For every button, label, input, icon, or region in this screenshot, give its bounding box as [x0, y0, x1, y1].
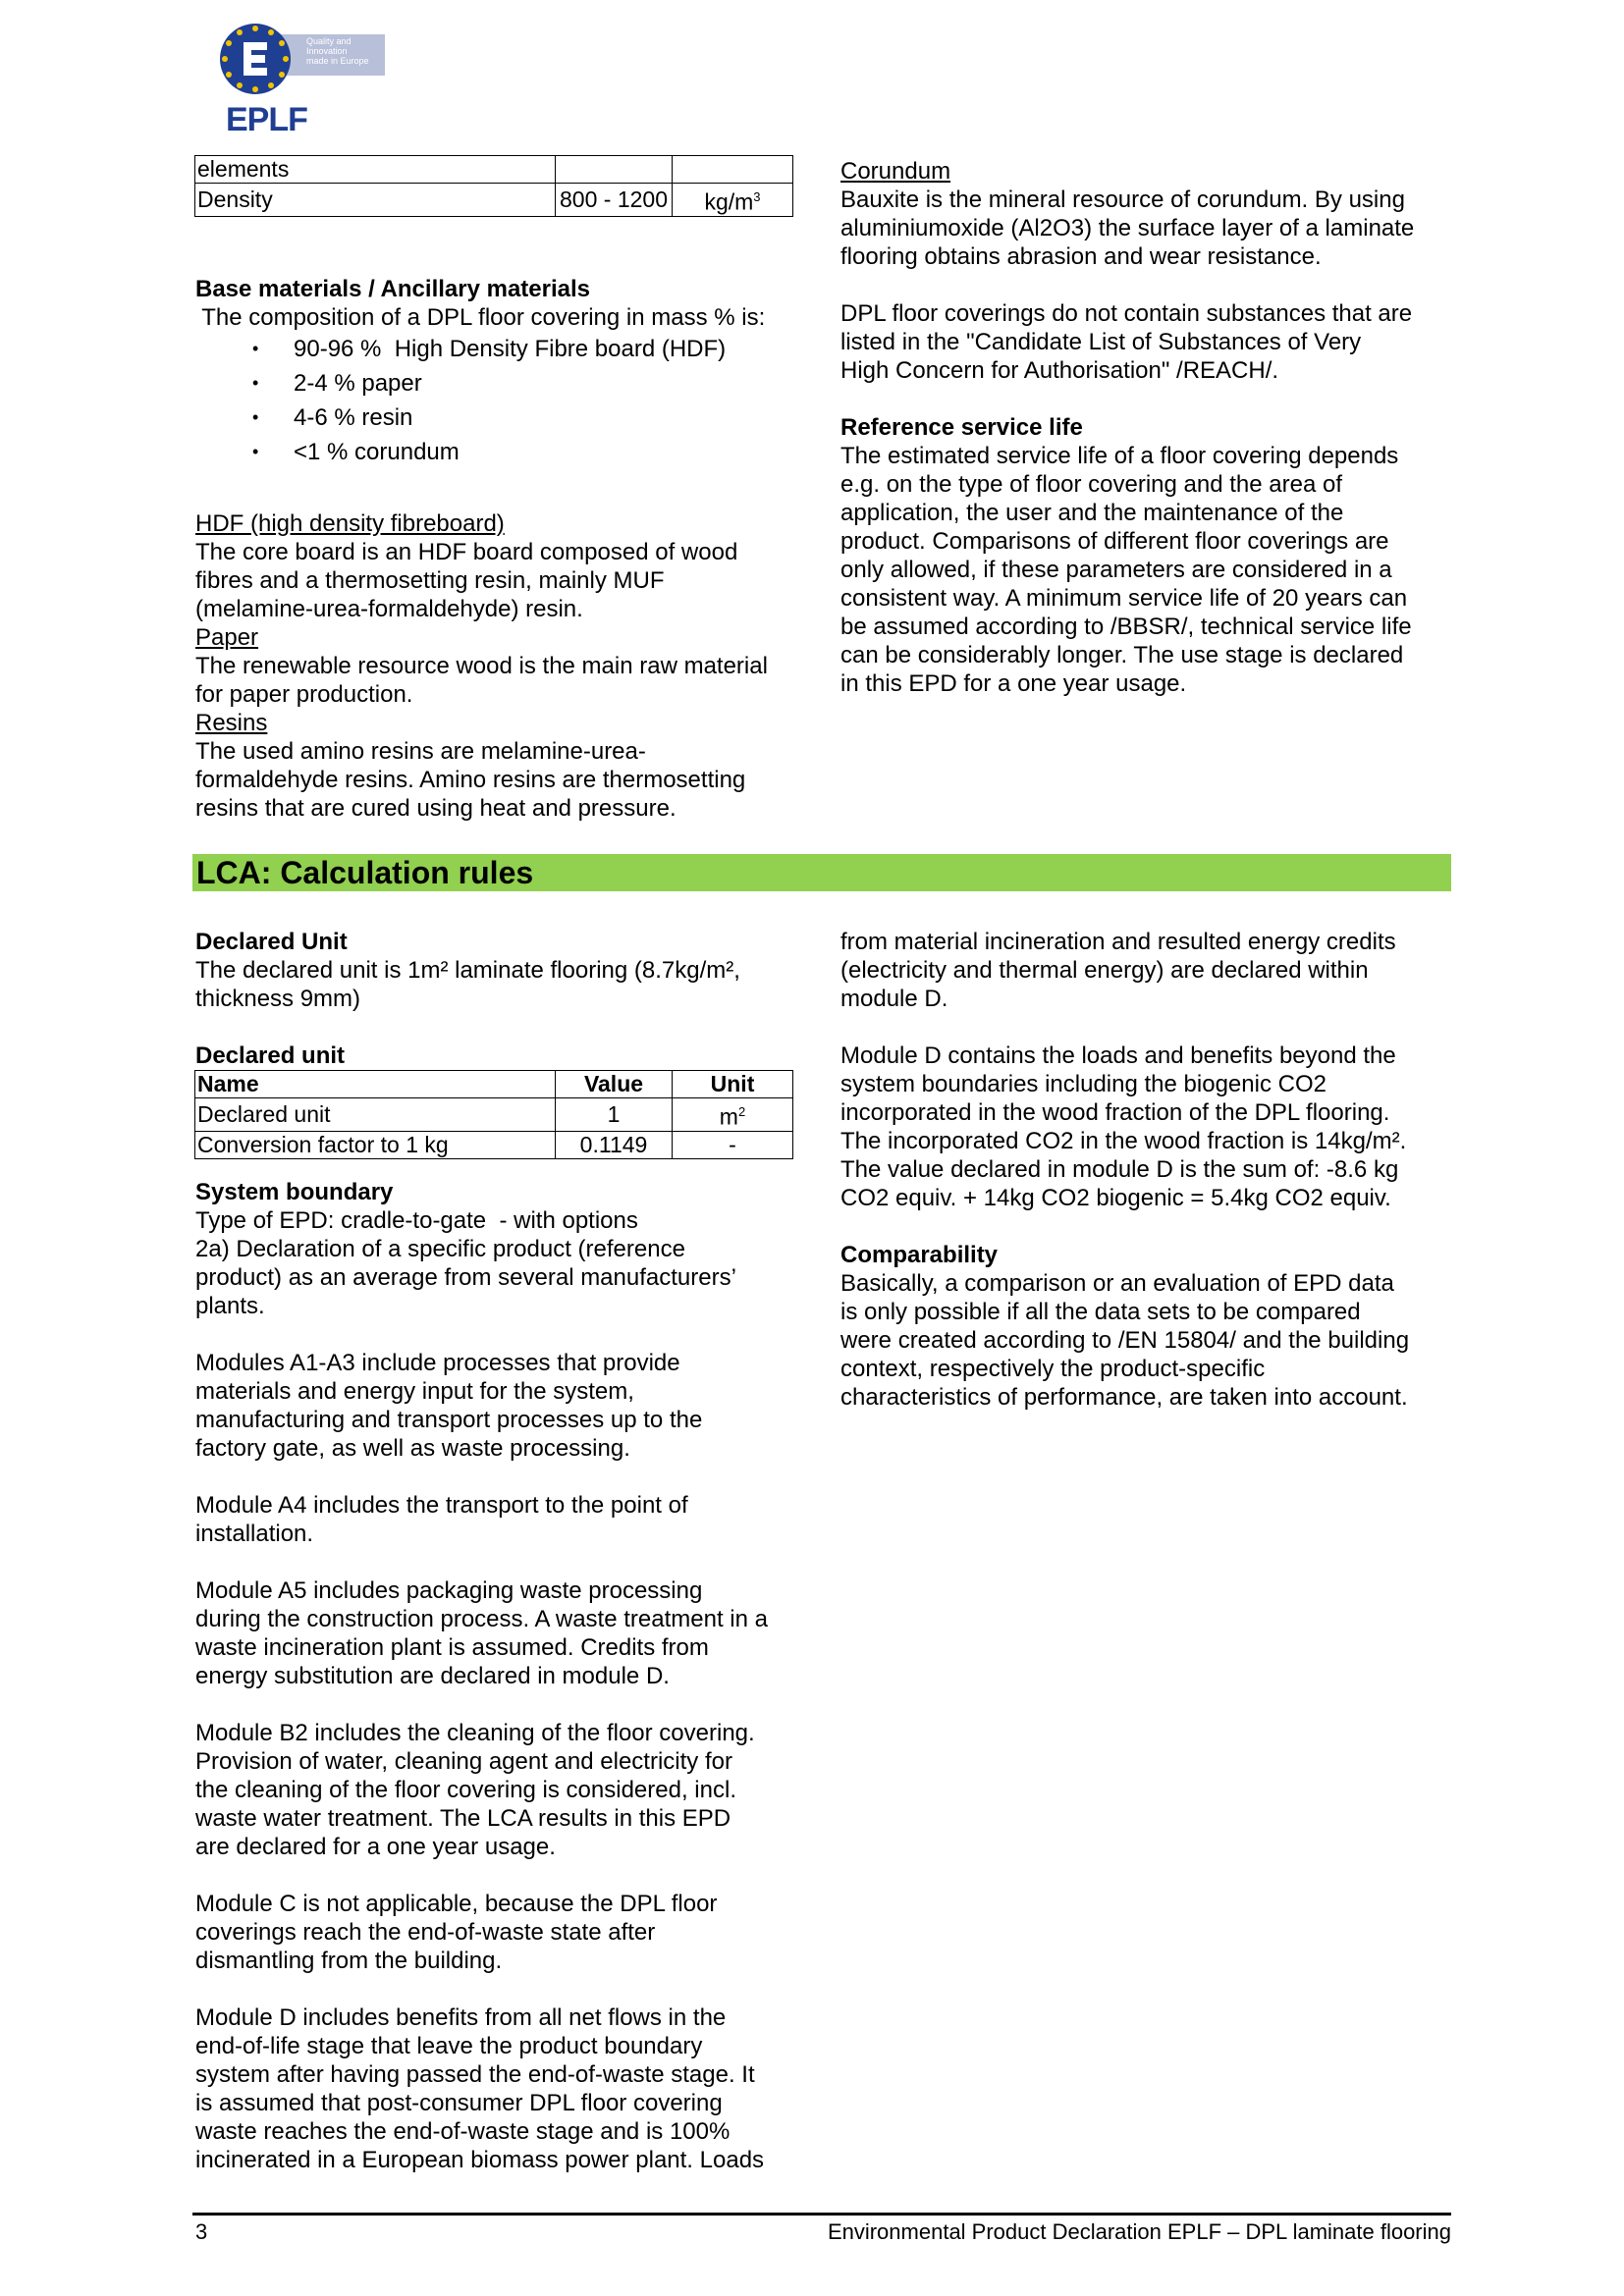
text-line: The value declared in module D is the sum of: -8.6 kg — [840, 1156, 1399, 1183]
text-line: Bauxite is the mineral resource of corundum. By using — [840, 187, 1405, 213]
text-line: only allowed, if these parameters are considered in a — [840, 557, 1392, 583]
text-line: end-of-life stage that leave the product boundary — [195, 2032, 703, 2059]
table-cell — [673, 156, 793, 184]
base-materials-intro: The composition of a DPL floor covering in mass % is: — [195, 304, 766, 331]
table-header: Unit — [673, 1071, 793, 1098]
text-line: Module C is not applicable, because the DPL floor — [195, 1890, 718, 1917]
hdf-heading: HDF (high density fibreboard) — [195, 510, 505, 537]
text-line: (melamine-urea-formaldehyde) resin. — [195, 596, 583, 622]
corundum-heading: Corundum — [840, 158, 951, 185]
unit-sup: 2 — [737, 1104, 746, 1119]
table-cell: 800 - 1200 — [556, 184, 673, 217]
text-line: High Concern for Authorisation" /REACH/. — [840, 357, 1279, 384]
text-line: fibres and a thermosetting resin, mainly MUF — [195, 567, 665, 594]
text-line: in this EPD for a one year usage. — [840, 670, 1187, 697]
text-line: Module D contains the loads and benefits beyond the — [840, 1042, 1396, 1069]
list-item: • 2-4 % paper — [195, 366, 804, 400]
list-item: • 90-96 % High Density Fibre board (HDF) — [195, 332, 804, 366]
text-line: The estimated service life of a floor covering depends — [840, 443, 1399, 469]
bullet: • — [252, 442, 259, 461]
text-line: is assumed that post-consumer DPL floor covering — [195, 2089, 723, 2116]
logo-tagline-2: Innovation — [306, 46, 348, 56]
text-line: from material incineration and resulted energy credits — [840, 929, 1396, 955]
text-line: consistent way. A minimum service life of 20 years can — [840, 585, 1408, 612]
list-item: • <1 % corundum — [195, 435, 804, 469]
table-row — [195, 156, 793, 184]
text-line: The incorporated CO2 in the wood fraction is 14kg/m². — [840, 1128, 1407, 1154]
declared-unit-table — [194, 1070, 793, 1159]
right-column-upper — [840, 157, 1469, 698]
table-cell: - — [673, 1131, 793, 1158]
logo-tagline-3: made in Europe — [306, 56, 369, 66]
text-line: resins that are cured using heat and pressure. — [195, 795, 677, 822]
table-cell: 1 — [556, 1098, 673, 1132]
text-line: DPL floor coverings do not contain substances that are — [840, 300, 1413, 327]
text-line: are declared for a one year usage. — [195, 1833, 556, 1860]
text-line: system boundaries including the biogenic CO2 — [840, 1071, 1326, 1097]
text-line: formaldehyde resins. Amino resins are thermosetting — [195, 767, 746, 793]
text-line: materials and energy input for the system, — [195, 1377, 634, 1405]
section-title: LCA: Calculation rules — [196, 855, 534, 890]
declared-unit-heading: Declared Unit — [195, 929, 348, 955]
table-row — [195, 184, 793, 217]
text-line: characteristics of performance, are taken into account. — [840, 1384, 1408, 1411]
text-line: is only possible if all the data sets to be compared — [840, 1299, 1361, 1325]
list-item: • 4-6 % resin — [195, 400, 804, 435]
text-line: product. Comparisons of different floor coverings are — [840, 528, 1389, 555]
text-line: incorporated in the wood fraction of the DPL flooring. — [840, 1099, 1390, 1126]
text-line: product) as an average from several manufacturers’ — [195, 1263, 736, 1291]
section-banner — [192, 854, 1451, 891]
logo-tagline-1: Quality and — [306, 36, 352, 46]
text-line: were created according to /EN 15804/ and the building — [840, 1327, 1410, 1354]
text-line: Basically, a comparison or an evaluation of EPD data — [840, 1270, 1394, 1297]
text-line: Type of EPD: cradle-to-gate - with options — [195, 1206, 638, 1234]
text-line: energy substitution are declared in module D. — [195, 1662, 670, 1689]
footer-title: Environmental Product Declaration EPLF – DPL laminate flooring — [827, 2219, 1451, 2244]
table-header: Value — [556, 1071, 673, 1098]
eplf-logo — [196, 15, 393, 142]
table-cell: Density — [195, 184, 556, 217]
text-line: The renewable resource wood is the main raw material — [195, 653, 768, 679]
text-line: factory gate, as well as waste processing. — [195, 1434, 630, 1462]
text-line: application, the user and the maintenance of the — [840, 500, 1344, 526]
lca-left-column — [195, 928, 824, 2174]
text-line: waste water treatment. The LCA results in this EPD — [195, 1804, 731, 1832]
text-line: during the construction process. A waste treatment in a — [195, 1605, 768, 1632]
table-cell: Conversion factor to 1 kg — [195, 1131, 556, 1158]
text-line: Module B2 includes the cleaning of the floor covering. — [195, 1719, 755, 1746]
paper-heading: Paper — [195, 624, 259, 651]
text-line: the cleaning of the floor covering is considered, incl. — [195, 1776, 736, 1803]
text-line: incinerated in a European biomass power plant. Loads — [195, 2146, 765, 2173]
text-line: The core board is an HDF board composed of wood — [195, 539, 738, 565]
text-line: Modules A1-A3 include processes that provide — [195, 1349, 680, 1376]
text-line: e.g. on the type of floor covering and the area of — [840, 471, 1343, 498]
text-line: coverings reach the end-of-waste state after — [195, 1918, 656, 1946]
table-row — [195, 1098, 793, 1132]
page-number: 3 — [195, 2219, 208, 2244]
text-line: be assumed according to /BBSR/, technical service life — [840, 614, 1412, 640]
text-line: (electricity and thermal energy) are declared within — [840, 957, 1369, 984]
comparability-heading: Comparability — [840, 1242, 999, 1268]
table-cell: Declared unit — [195, 1098, 556, 1132]
text-line: can be considerably longer. The use stage is declared — [840, 642, 1404, 668]
table-cell — [556, 156, 673, 184]
table-cell: 0.1149 — [556, 1131, 673, 1158]
unit-text: m — [719, 1103, 738, 1130]
unit-sup: 3 — [753, 189, 761, 204]
left-column-materials — [195, 509, 814, 823]
text-line: waste incineration plant is assumed. Credits from — [195, 1633, 709, 1661]
text-line: CO2 equiv. + 14kg CO2 biogenic = 5.4kg CO2 equiv. — [840, 1185, 1391, 1211]
text-line: system after having passed the end-of-waste stage. It — [195, 2060, 755, 2088]
table-cell — [673, 1098, 793, 1132]
text-line: waste reaches the end-of-waste stage and is 100% — [195, 2117, 731, 2145]
text-line: listed in the "Candidate List of Substances of Very — [840, 329, 1362, 355]
reference-service-life-heading: Reference service life — [840, 414, 1083, 441]
unit-text: kg/m — [704, 188, 754, 215]
text-line: flooring obtains abrasion and wear resistance. — [840, 243, 1322, 270]
text-line: Provision of water, cleaning agent and electricity for — [195, 1747, 732, 1775]
declared-unit-table-heading: Declared unit — [195, 1042, 346, 1069]
text-line: 2a) Declaration of a specific product (reference — [195, 1235, 685, 1262]
text-line: plants. — [195, 1292, 265, 1319]
text-line: module D. — [840, 986, 948, 1012]
table-row — [195, 1131, 793, 1158]
system-boundary-heading: System boundary — [195, 1178, 394, 1205]
text-line: aluminiumoxide (Al2O3) the surface layer of a laminate — [840, 215, 1415, 241]
bullet: • — [252, 339, 259, 358]
text-line: thickness 9mm) — [195, 986, 361, 1012]
text-line: for paper production. — [195, 681, 413, 708]
resins-heading: Resins — [195, 710, 268, 736]
table-cell: elements — [195, 156, 556, 184]
base-materials-heading: Base materials / Ancillary materials — [195, 276, 590, 302]
text-line: Module A4 includes the transport to the point of — [195, 1491, 688, 1519]
lca-right-column — [840, 928, 1469, 1412]
table-header: Name — [195, 1071, 556, 1098]
table-header-row — [195, 1071, 793, 1098]
text-line: Module D includes benefits from all net flows in the — [195, 2003, 727, 2031]
text-line: context, respectively the product-specific — [840, 1356, 1266, 1382]
text-line: The used amino resins are melamine-urea- — [195, 738, 646, 765]
left-column-upper — [195, 275, 804, 469]
bullet: • — [252, 373, 259, 393]
text-line: dismantling from the building. — [195, 1947, 503, 1974]
density-table — [194, 155, 793, 217]
table-cell — [673, 184, 793, 217]
text-line: The declared unit is 1m² laminate flooring (8.7kg/m², — [195, 957, 740, 984]
text-line: Module A5 includes packaging waste processing — [195, 1576, 703, 1604]
bullet: • — [252, 407, 259, 427]
footer-rule — [192, 2213, 1451, 2216]
logo-brand-text: EPLF — [226, 101, 307, 138]
composition-list — [195, 332, 804, 469]
text-line: manufacturing and transport processes up to the — [195, 1406, 703, 1433]
text-line: installation. — [195, 1520, 314, 1547]
